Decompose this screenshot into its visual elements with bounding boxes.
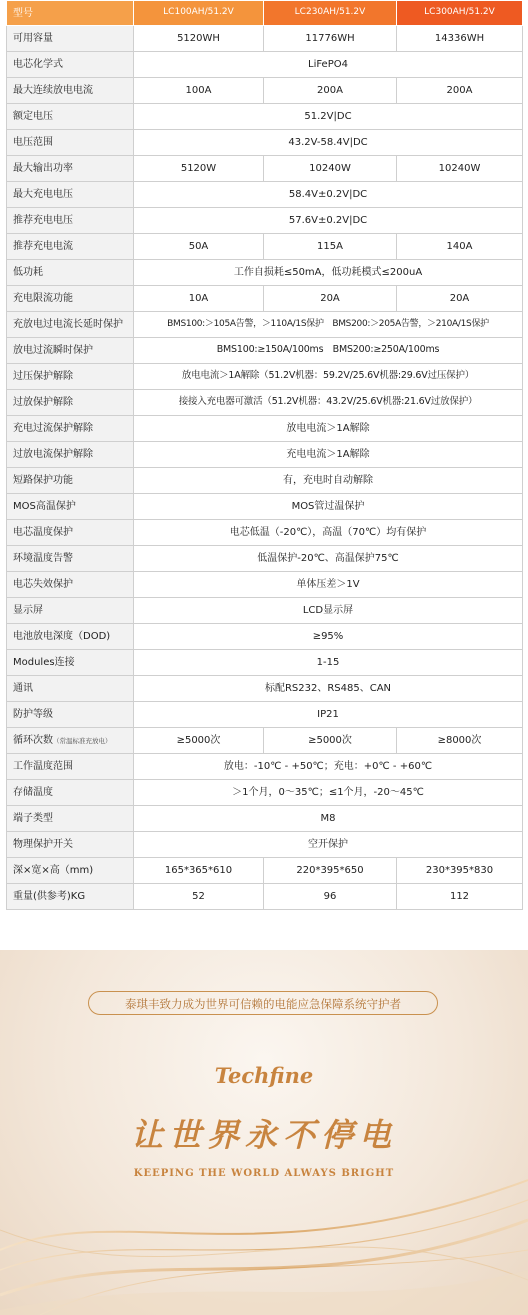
row-label — [7, 650, 134, 676]
table-row — [7, 598, 523, 624]
table-row — [7, 130, 523, 156]
row-value-merged: 放电电流＞1A解除 — [134, 416, 523, 442]
row-label-text: 过压保护解除 — [13, 371, 73, 382]
header-model-2: LC230AH/51.2V — [264, 1, 397, 26]
table-row — [7, 390, 523, 416]
table-row — [7, 676, 523, 702]
row-value-merged: ＞1个月，0～35℃；≤1个月，-20～45℃ — [134, 780, 523, 806]
brand-banner — [0, 950, 528, 1315]
row-label — [7, 806, 134, 832]
row-label — [7, 416, 134, 442]
row-label-text: Modules连接 — [13, 657, 75, 668]
row-value-merged: 43.2V-58.4V|DC — [134, 130, 523, 156]
table-row — [7, 416, 523, 442]
row-label-text: 最大充电电压 — [13, 189, 73, 200]
table-row — [7, 754, 523, 780]
row-label — [7, 676, 134, 702]
row-label — [7, 702, 134, 728]
row-label — [7, 26, 134, 52]
table-row — [7, 104, 523, 130]
table-row — [7, 572, 523, 598]
row-value-merged: IP21 — [134, 702, 523, 728]
row-value-2: 96 — [264, 884, 397, 910]
slogan: 让世界永不停电 — [130, 1116, 397, 1154]
row-label-text: 存储温度 — [13, 787, 53, 798]
row-label-text: 重量(供参考)KG — [13, 891, 86, 902]
table-row — [7, 780, 523, 806]
row-value-merged: 充电电流＞1A解除 — [134, 442, 523, 468]
row-value-3: 20A — [397, 286, 523, 312]
row-label-text: 低功耗 — [13, 267, 43, 278]
row-label — [7, 208, 134, 234]
table-row — [7, 312, 523, 338]
row-label — [7, 858, 134, 884]
row-value-3: 112 — [397, 884, 523, 910]
row-label-text: 放电过流瞬时保护 — [13, 345, 93, 356]
row-label-text: 电芯化学式 — [13, 59, 63, 70]
row-label — [7, 598, 134, 624]
table-row — [7, 260, 523, 286]
row-value-merged: 57.6V±0.2V|DC — [134, 208, 523, 234]
row-value-2: 200A — [264, 78, 397, 104]
row-label-text: 通讯 — [13, 683, 33, 694]
row-label — [7, 338, 134, 364]
row-label-text: 环境温度告警 — [13, 553, 73, 564]
row-value-merged: 接接入充电器可激活（51.2V机器：43.2V/25.6V机器:21.6V过放保护） — [134, 390, 523, 416]
table-row — [7, 546, 523, 572]
table-row — [7, 494, 523, 520]
row-value-merged: LCD显示屏 — [134, 598, 523, 624]
table-row — [7, 52, 523, 78]
row-label — [7, 728, 134, 754]
row-label-text: 推荐充电电流 — [13, 241, 73, 252]
row-label — [7, 130, 134, 156]
row-value-merged: ≥95% — [134, 624, 523, 650]
header-model-1: LC100AH/51.2V — [134, 1, 264, 26]
row-value-2: 115A — [264, 234, 397, 260]
row-value-1: 10A — [134, 286, 264, 312]
row-label-text: 显示屏 — [13, 605, 43, 616]
row-label-text: 充放电过电流长延时保护 — [13, 319, 123, 330]
row-value-3: ≥8000次 — [397, 728, 523, 754]
brand-logo-text: Techfine — [214, 1063, 314, 1088]
row-value-3: 230*395*830 — [397, 858, 523, 884]
table-row — [7, 728, 523, 754]
row-label — [7, 52, 134, 78]
row-value-merged: BMS100:＞105A告警，＞110A/1S保护 BMS200:＞205A告警，＞210A/1S保护 — [134, 312, 523, 338]
row-label-text: 额定电压 — [13, 111, 53, 122]
row-value-merged: 1-15 — [134, 650, 523, 676]
row-label — [7, 884, 134, 910]
row-value-merged: M8 — [134, 806, 523, 832]
table-row — [7, 650, 523, 676]
row-value-1: 5120W — [134, 156, 264, 182]
row-value-merged: 有，充电时自动解除 — [134, 468, 523, 494]
row-value-2: 220*395*650 — [264, 858, 397, 884]
table-row — [7, 858, 523, 884]
row-value-merged: 空开保护 — [134, 832, 523, 858]
row-label-text: 防护等级 — [13, 709, 53, 720]
row-value-1: 100A — [134, 78, 264, 104]
row-value-1: 50A — [134, 234, 264, 260]
header-model-3: LC300AH/51.2V — [397, 1, 523, 26]
table-row — [7, 182, 523, 208]
table-row — [7, 806, 523, 832]
tagline: 泰琪丰致力成为世界可信赖的电能应急保障系统守护者 — [88, 991, 438, 1015]
row-label-text: 可用容量 — [13, 33, 53, 44]
table-row — [7, 208, 523, 234]
row-label — [7, 156, 134, 182]
row-value-1: 165*365*610 — [134, 858, 264, 884]
row-label — [7, 234, 134, 260]
header-label: 型号 — [7, 1, 134, 26]
row-sublabel: （常温标准充放电） — [53, 737, 112, 745]
table-row — [7, 702, 523, 728]
row-label — [7, 494, 134, 520]
row-value-1: 5120WH — [134, 26, 264, 52]
row-label-text: MOS高温保护 — [13, 501, 76, 512]
row-value-2: ≥5000次 — [264, 728, 397, 754]
table-row — [7, 442, 523, 468]
row-label — [7, 546, 134, 572]
row-label-text: 端子类型 — [13, 813, 53, 824]
row-label-text: 过放电流保护解除 — [13, 449, 93, 460]
spec-table — [6, 0, 523, 910]
row-label — [7, 468, 134, 494]
row-label-text: 充电限流功能 — [13, 293, 73, 304]
row-value-1: 52 — [134, 884, 264, 910]
row-label-text: 物理保护开关 — [13, 839, 73, 850]
row-label-text: 短路保护功能 — [13, 475, 73, 486]
row-label — [7, 286, 134, 312]
row-value-merged: MOS管过温保护 — [134, 494, 523, 520]
table-row — [7, 624, 523, 650]
row-label — [7, 624, 134, 650]
table-row — [7, 338, 523, 364]
row-label-text: 充电过流保护解除 — [13, 423, 93, 434]
table-row — [7, 520, 523, 546]
row-label — [7, 832, 134, 858]
row-value-merged: 工作自损耗≤50mA，低功耗模式≤200uA — [134, 260, 523, 286]
table-row — [7, 26, 523, 52]
row-value-merged: 51.2V|DC — [134, 104, 523, 130]
row-label-text: 电压范围 — [13, 137, 53, 148]
row-value-merged: BMS100:≥150A/100ms BMS200:≥250A/100ms — [134, 338, 523, 364]
row-label-text: 工作温度范围 — [13, 761, 73, 772]
row-value-3: 200A — [397, 78, 523, 104]
row-label — [7, 78, 134, 104]
row-label-text: 电芯失效保护 — [13, 579, 73, 590]
row-value-merged: 放电电流＞1A解除（51.2V机器：59.2V/25.6V机器:29.6V过压保护） — [134, 364, 523, 390]
table-row — [7, 234, 523, 260]
row-value-merged: 标配RS232、RS485、CAN — [134, 676, 523, 702]
row-label — [7, 520, 134, 546]
table-row — [7, 364, 523, 390]
row-label — [7, 390, 134, 416]
table-row — [7, 156, 523, 182]
row-label-text: 电池放电深度（DOD) — [13, 631, 111, 642]
row-label — [7, 442, 134, 468]
row-label — [7, 182, 134, 208]
row-value-1: ≥5000次 — [134, 728, 264, 754]
row-value-2: 11776WH — [264, 26, 397, 52]
motto: KEEPING THE WORLD ALWAYS BRIGHT — [133, 1168, 395, 1179]
row-label — [7, 260, 134, 286]
row-label — [7, 780, 134, 806]
table-row — [7, 832, 523, 858]
row-value-merged: 58.4V±0.2V|DC — [134, 182, 523, 208]
table-row — [7, 78, 523, 104]
row-value-3: 14336WH — [397, 26, 523, 52]
row-label — [7, 754, 134, 780]
row-label-text: 电芯温度保护 — [13, 527, 73, 538]
row-value-merged: 放电：-10℃ - +50℃；充电：+0℃ - +60℃ — [134, 754, 523, 780]
row-label-text: 循环次数 — [13, 735, 53, 746]
row-label-text: 推荐充电电压 — [13, 215, 73, 226]
row-value-2: 10240W — [264, 156, 397, 182]
row-label — [7, 312, 134, 338]
table-header-row — [7, 1, 523, 26]
row-value-2: 20A — [264, 286, 397, 312]
table-row — [7, 286, 523, 312]
row-label-text: 过放保护解除 — [13, 397, 73, 408]
table-row — [7, 468, 523, 494]
row-value-merged: 电芯低温（-20℃），高温（70℃）均有保护 — [134, 520, 523, 546]
row-value-merged: 单体压差＞1V — [134, 572, 523, 598]
row-label — [7, 104, 134, 130]
row-value-merged: 低温保护-20℃、高温保护75℃ — [134, 546, 523, 572]
row-value-3: 10240W — [397, 156, 523, 182]
row-label — [7, 572, 134, 598]
row-value-3: 140A — [397, 234, 523, 260]
row-value-merged: LiFePO4 — [134, 52, 523, 78]
table-row — [7, 884, 523, 910]
spec-table-body — [7, 1, 523, 910]
row-label-text: 深×宽×高（mm) — [13, 865, 94, 876]
row-label-text: 最大输出功率 — [13, 163, 73, 174]
row-label — [7, 364, 134, 390]
row-label-text: 最大连续放电电流 — [13, 85, 93, 96]
